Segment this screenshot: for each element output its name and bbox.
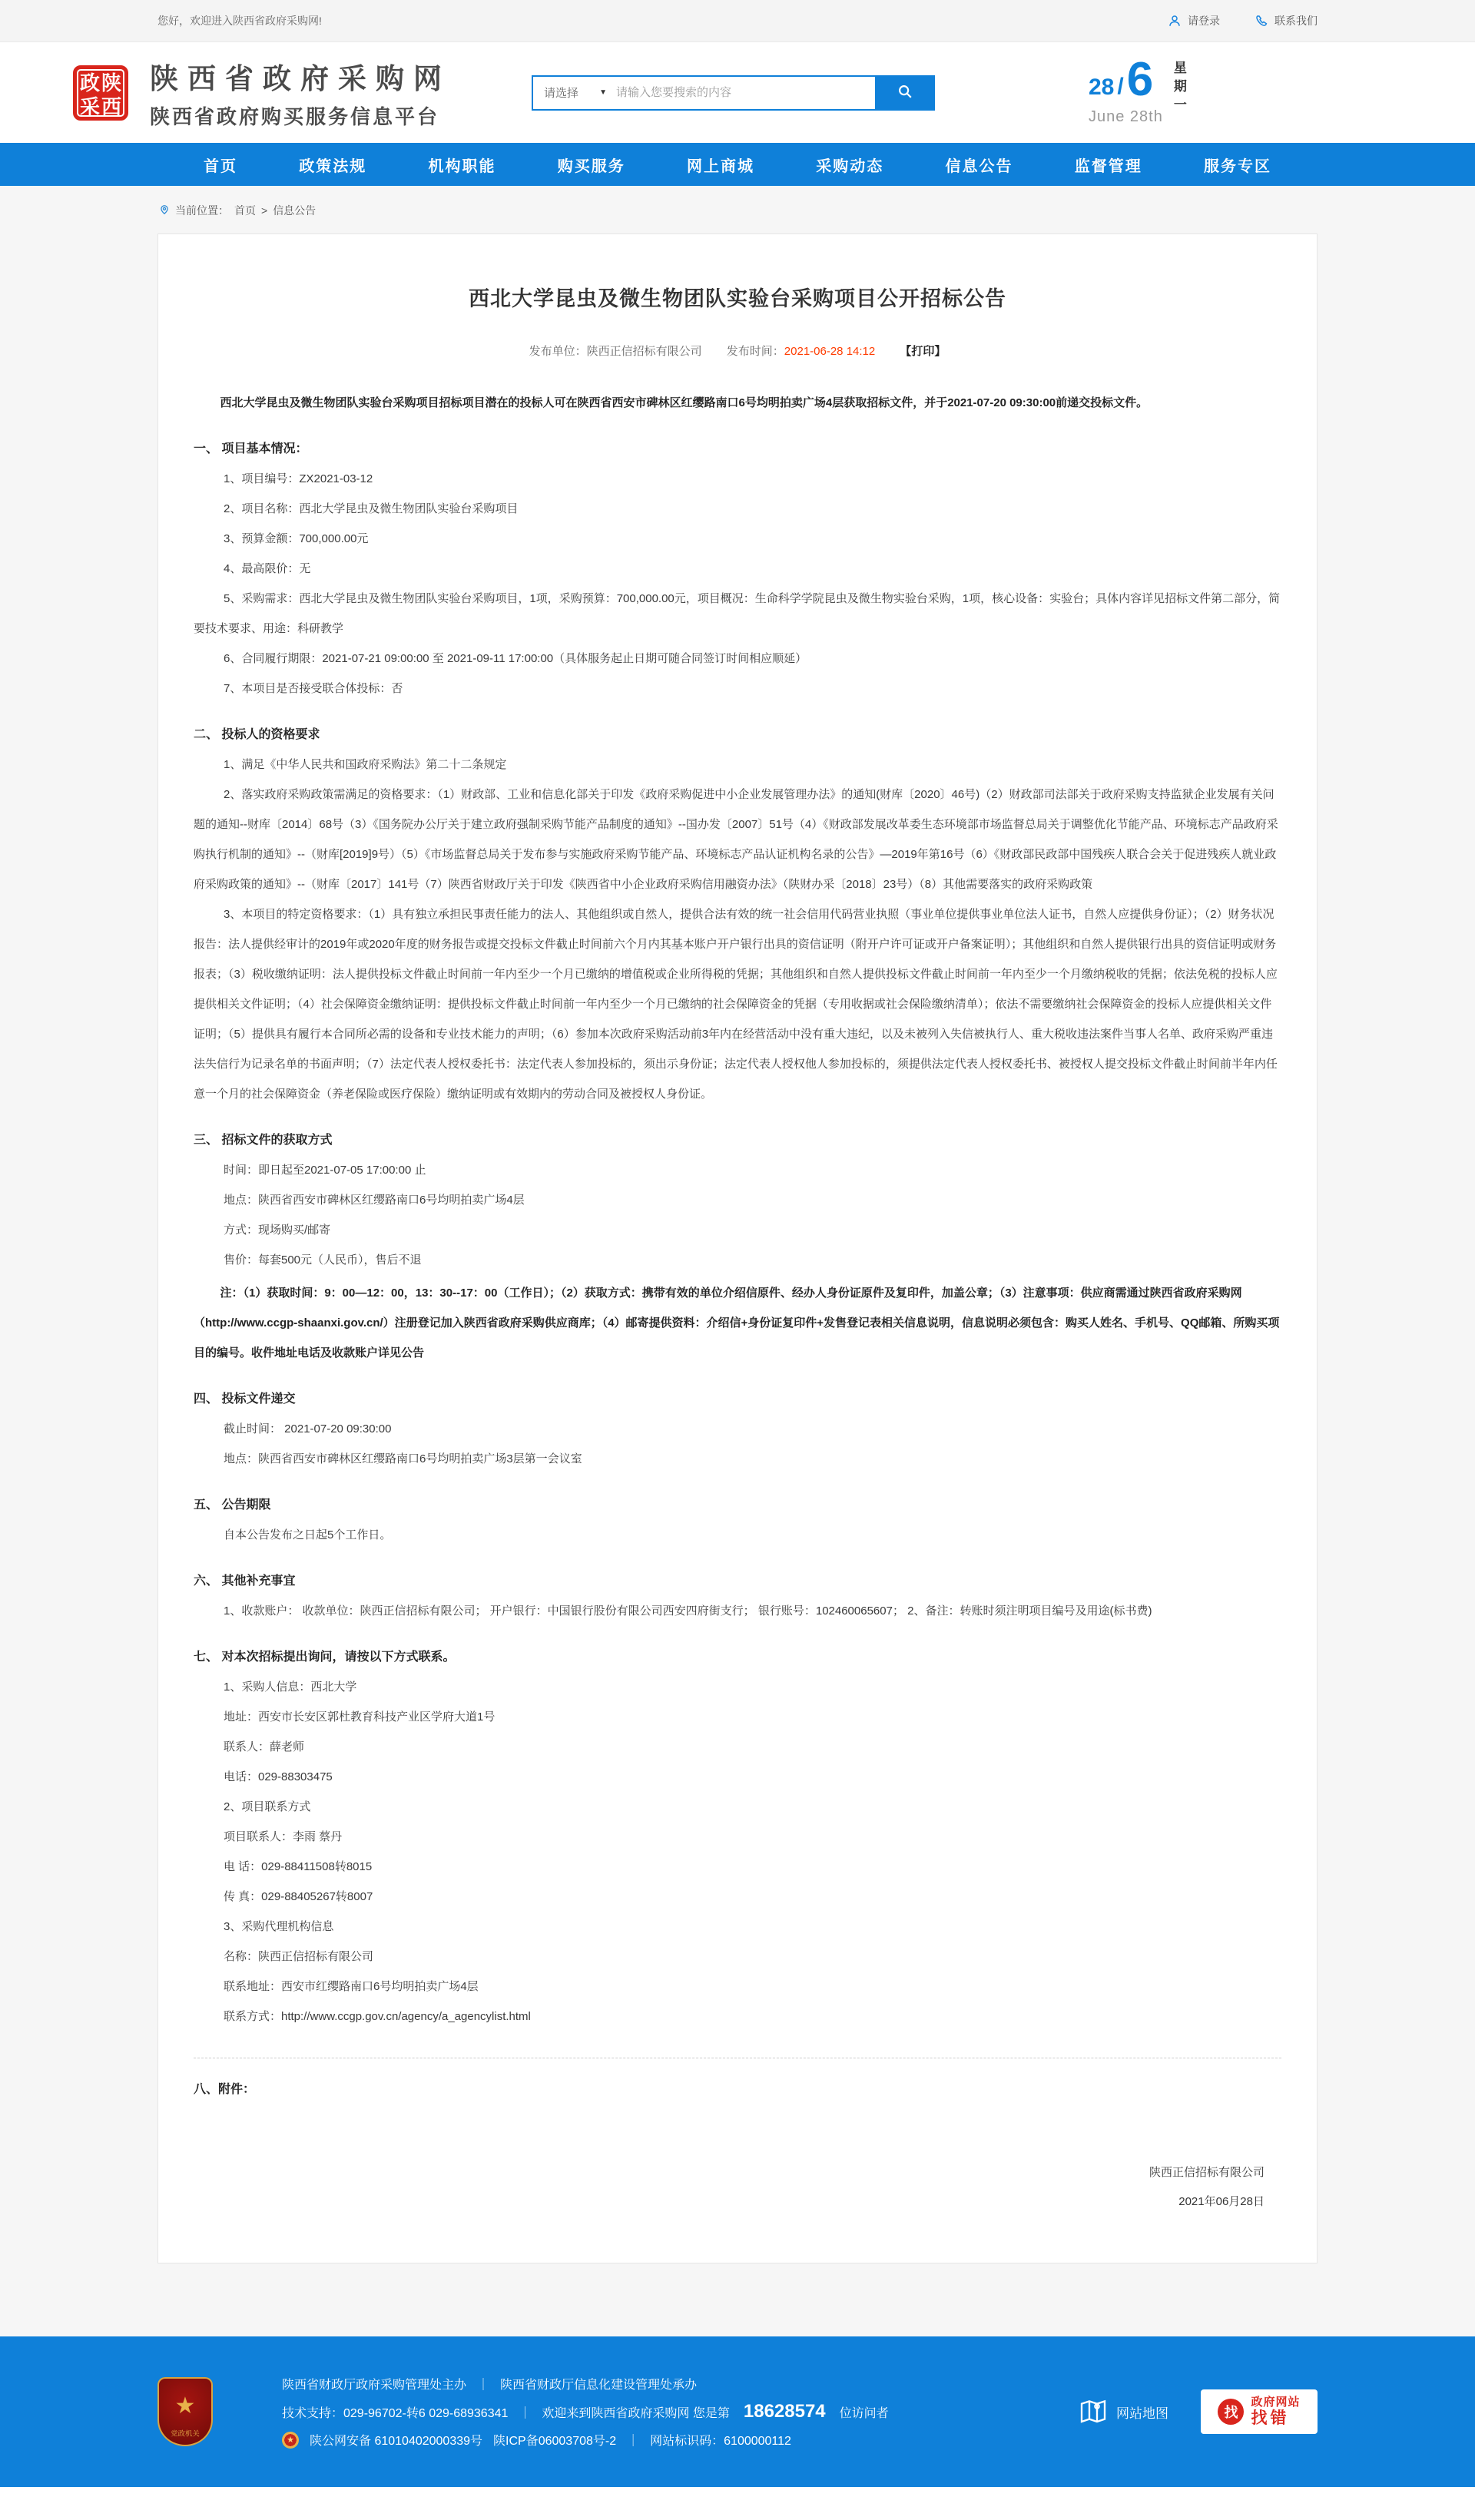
search-button[interactable] [875,75,935,111]
article-paragraph: 传 真：029-88405267转8007 [224,1890,373,1903]
phone-icon [1255,14,1268,28]
date-english: June 28th [1089,108,1163,125]
page-title: 西北大学昆虫及微生物团队实验台采购项目公开招标公告 [469,287,1006,310]
site-subtitle: 陕西省政府购买服务信息平台 [150,105,440,128]
article-paragraph: 1、收款账户： 收款单位：陕西正信招标有限公司； 开户银行：中国银行股份有限公司西安四府街支行； 银行账号：102460065607； 2、备注：转账时须注明项目编号及用途(标书费) [224,1604,1152,1618]
article-paragraph: 电 话：029-88411508转8015 [224,1860,373,1873]
nav-item-5[interactable]: 网上商城 [687,157,754,175]
article-paragraph: 西北大学昆虫及微生物团队实验台采购项目招标项目潜在的投标人可在陕西省西安市碑林区红缨路南口6号均明拍卖广场4层获取招标文件，并于2021-07-20 09:30:00前递交投标文件。 [220,396,1149,409]
nav-item-6[interactable]: 采购动态 [816,157,884,175]
signature-date: 2021年06月28日 [1178,2195,1265,2208]
article-paragraph: 1、采购人信息：西北大学 [224,1681,357,1694]
article-paragraph: 3、本项目的特定资格要求：（1）具有独立承担民事责任能力的法人、其他组织或自然人，提供合法有效的统一社会信用代码营业执照（事业单位提供事业单位法人证书，自然人应提供身份证）；（2）财务状况报告：法人提供经审计的2019年或2020年度的财务报告或提交投标文件截止时间前六个月内其基本账户开户银行出具的资信证明（附开户许可证或开户备案证明）；其他组织和自然人提供银行出具的资信证明或财务报表；（3）税收缴纳证明：法人提供投标文件截止时间前一年内至少一个月已缴纳的增值税或企业所得税的凭据；其他组织和自然人提供投标文件截止时间前一年内至少一个月缴纳税收的凭据；依法免税的投标人应提供相关文件证明；（4）社会保障资金缴纳证明：提供投标文件截止时间前一年内至少一个月已缴纳的社会保障资金的凭据（专用收据或社会保险缴纳清单）；依法不需要缴纳社会保障资金的投标人应提供相关文件证明；（5）提供具有履行本合同所必需的设备和专业技术能力的声明；（6）参加本次政府采购活动前3年内在经营活动中没有重大违纪，以及未被列入失信被执行人、重大税收违法案件当事人名单、政府采购严重违法失信行为记录名单的书面声明；（7）法定代表人授权委托书：法定代表人参加投标的，须出示身份证；法定代表人授权他人参加投标的，须提供法定代表人授权委托书、被授权人提交投标文件截止时间前半年内任意一个月的社会保障资金（养老保险或医疗保险）缴纳证明或有效期内的劳动合同及被授权人身份证。 [194,908,1278,1101]
main-nav-list [157,143,1318,186]
breadcrumb: 当前位置： 首页 > 信息公告 [157,186,1318,221]
article-paragraph: 时间：即日起至2021-07-05 17:00:00 止 [224,1164,426,1177]
breadcrumb-current[interactable]: 信息公告 [273,204,317,217]
article-paragraph: 方式：现场购买/邮寄 [224,1224,331,1237]
section-heading: 四、 投标文件递交 [194,1392,296,1406]
article-paragraph: 4、最高限价：无 [224,562,311,575]
error-report-icon: 找 [1218,2399,1244,2425]
article-paragraph: 3、采购代理机构信息 [224,1920,334,1933]
main-nav [0,143,1475,186]
search-category-select[interactable]: 请选择 ▼ [544,87,607,100]
publish-time-label: 发布时间： [726,345,784,358]
footer-record-line: ★ 陕公网安备 61010402000339号 陕ICP备06003708号-2 ｜ 网站标识码：6100000112 [282,2431,889,2449]
announcement-card [157,233,1318,2263]
welcome-text: 您好，欢迎进入陕西省政府采购网! [157,15,322,27]
section-heading: 三、 招标文件的获取方式 [194,1134,333,1147]
nav-item-1[interactable]: 首页 [204,157,237,175]
article-paragraph: 注：（1）获取时间：9：00—12：00，13：30--17：00（工作日）；（2）获取方式：携带有效的单位介绍信原件、经办人身份证原件及复印件，加盖公章；（3）注意事项：供应商需通过陕西省政府采购网（http://www.ccgp-shaanxi.gov.cn/）注册登记加入陕西省政府采购供应商库；（4）邮寄提供资料：介绍信+身份证复印件+发售登记表相关信息说明，信息说明必须包含：购买人姓名、手机号、QQ邮箱、所购买项目的编号。收件地址电话及收款账户详见公告 [194,1286,1280,1359]
section-heading: 六、 其他补充事宜 [194,1575,296,1588]
date-widget: 28 / 6 June 28th 星期一 [1089,59,1189,126]
nav-item-7[interactable]: 信息公告 [945,157,1013,175]
article-paragraph: 2、项目名称：西北大学昆虫及微生物团队实验台采购项目 [224,502,519,515]
signature-company: 陕西正信招标有限公司 [1149,2166,1265,2179]
article-meta [194,343,1281,359]
article-paragraph: 1、满足《中华人民共和国政府采购法》第二十二条规定 [224,758,507,771]
section-heading: 五、 公告期限 [194,1498,271,1512]
article-paragraph: 7、本项目是否接受联合体投标：否 [224,682,403,695]
section-heading: 八、附件： [194,2083,256,2096]
article-paragraph: 售价：每套500元（人民币），售后不退 [224,1253,422,1267]
sitemap-link[interactable]: 网站地图 [1078,2395,1168,2429]
site-footer [0,2336,1475,2487]
article-paragraph: 1、项目编号：ZX2021-03-12 [224,472,373,485]
nav-item-2[interactable]: 政策法规 [299,157,367,175]
login-link[interactable]: 请登录 [1168,13,1220,28]
article-paragraph: 自本公告发布之日起5个工作日。 [224,1528,392,1541]
article-paragraph: 地点：陕西省西安市碑林区红缨路南口6号均明拍卖广场3层第一会议室 [224,1452,582,1465]
article-paragraph: 2、项目联系方式 [224,1800,311,1813]
article-paragraph: 地址：西安市长安区郭杜教育科技产业区学府大道1号 [224,1710,496,1724]
date-weekday: 星期一 [1173,61,1187,112]
breadcrumb-home[interactable]: 首页 [234,204,256,217]
gov-site-error-report-badge[interactable]: 找 政府网站 找错 [1201,2389,1318,2434]
search-icon [897,83,913,102]
article-paragraph: 5、采购需求：西北大学昆虫及微生物团队实验台采购项目，1项，采购预算：700,000.00元，项目概况：生命科学学院昆虫及微生物实验台采购，1项，核心设备：实验台；具体内容详见招标文件第二部分，简要技术要求、用途：科研教学 [194,592,1281,635]
site-title: 陕西省政府采购网 [150,63,451,94]
article-paragraph: 6、合同履行期限：2021-07-21 09:00:00 至 2021-09-11 17:00:00（具体服务起止日期可随合同签订时间相应顺延） [224,652,807,665]
chevron-down-icon: ▼ [599,88,607,97]
section-heading: 二、 投标人的资格要求 [194,728,320,741]
date-day: 28 [1089,75,1115,100]
beian-link[interactable]: 陕公网安备 61010402000339号 [310,2435,483,2448]
nav-item-4[interactable]: 购买服务 [557,157,625,175]
visitor-count: 18628574 [743,2401,826,2422]
public-security-emblem-icon: ★ [282,2432,299,2449]
article-paragraph: 2、落实政府采购政策需满足的资格要求：（1）财政部、工业和信息化部关于印发《政府采购促进中小企业发展管理办法》的通知(财库〔2020〕46号)（2）财政部司法部关于政府采购支持监狱企业发展有关问题的通知--财库〔2014〕68号（3）《国务院办公厅关于建立政府强制采购节能产品制度的通知》--国办发〔2007〕51号（4）《财政部发展改革委生态环境部市场监督总局关于调整优化节能产品、环境标志产品政府采购执行机制的通知》--（财库[2019]9号）（5）《市场监督总局关于发布参与实施政府采购节能产品、环境标志产品认证机构名录的公告》—2019年第16号（6）《财政部民政部中国残疾人联合会关于促进残疾人就业政府采购政策的通知》--（财库〔2017〕141号（7）陕西省财政厅关于印发《陕西省中小企业政府采购信用融资办法》（陕财办采〔2018〕23号）（8）其他需要落实的政府采购政策 [194,788,1278,891]
article-body [194,388,1281,2104]
nav-item-8[interactable]: 监督管理 [1074,157,1142,175]
article-paragraph: 联系人：薛老师 [224,1740,305,1753]
sitemap-icon [1078,2395,1109,2429]
article-paragraph: 项目联系人：李雨 蔡丹 [224,1830,343,1843]
party-government-badge-icon: ★ 党政机关 [157,2377,213,2446]
article-paragraph: 3、预算金额：700,000.00元 [224,532,369,545]
location-pin-icon [159,204,170,218]
publisher-value: 陕西正信招标有限公司 [586,345,702,358]
search-box [532,75,935,111]
nav-item-3[interactable]: 机构职能 [428,157,496,175]
icp-link[interactable]: 陕ICP备06003708号-2 [493,2435,617,2448]
site-logo: 政 陕 采 西 [73,65,128,121]
article-paragraph: 名称：陕西正信招标有限公司 [224,1950,374,1963]
article-paragraph: 截止时间： 2021-07-20 09:30:00 [224,1422,392,1436]
article-paragraph: 地点：陕西省西安市碑林区红缨路南口6号均明拍卖广场4层 [224,1194,525,1207]
article-paragraph: 联系方式：http://www.ccgp.gov.cn/agency/a_agencylist.html [224,2010,531,2023]
top-bar [0,0,1475,42]
publisher-label: 发布单位： [529,345,587,358]
site-header [0,42,1475,143]
user-icon [1168,14,1182,28]
publish-time-value: 2021-06-28 14:12 [784,345,876,358]
search-input[interactable] [616,77,875,109]
main-content [0,186,1475,2336]
footer-org-line: 陕西省财政厅政府采购管理处主办 ｜ 陕西省财政厅信息化建设管理处承办 [282,2379,698,2392]
nav-item-9[interactable]: 服务专区 [1204,157,1271,175]
signature-block [194,2158,1281,2217]
print-button[interactable]: 【打印】 [900,345,946,358]
site-code: 网站标识码：6100000112 [650,2435,791,2448]
article-paragraph: 电话：029-88303475 [224,1770,333,1783]
section-heading: 七、 对本次招标提出询问，请按以下方式联系。 [194,1651,456,1664]
section-heading: 一、 项目基本情况： [194,442,308,455]
date-month: 6 [1126,53,1154,106]
article-paragraph: 联系地址：西安市红缨路南口6号均明拍卖广场4层 [224,1980,479,1993]
contact-link[interactable]: 联系我们 [1255,13,1318,28]
footer-support-line: 技术支持：029-96702-转6 029-68936341 ｜ 欢迎来到陕西省政府采购网 您是第 18628574 位访问者 [282,2401,889,2422]
